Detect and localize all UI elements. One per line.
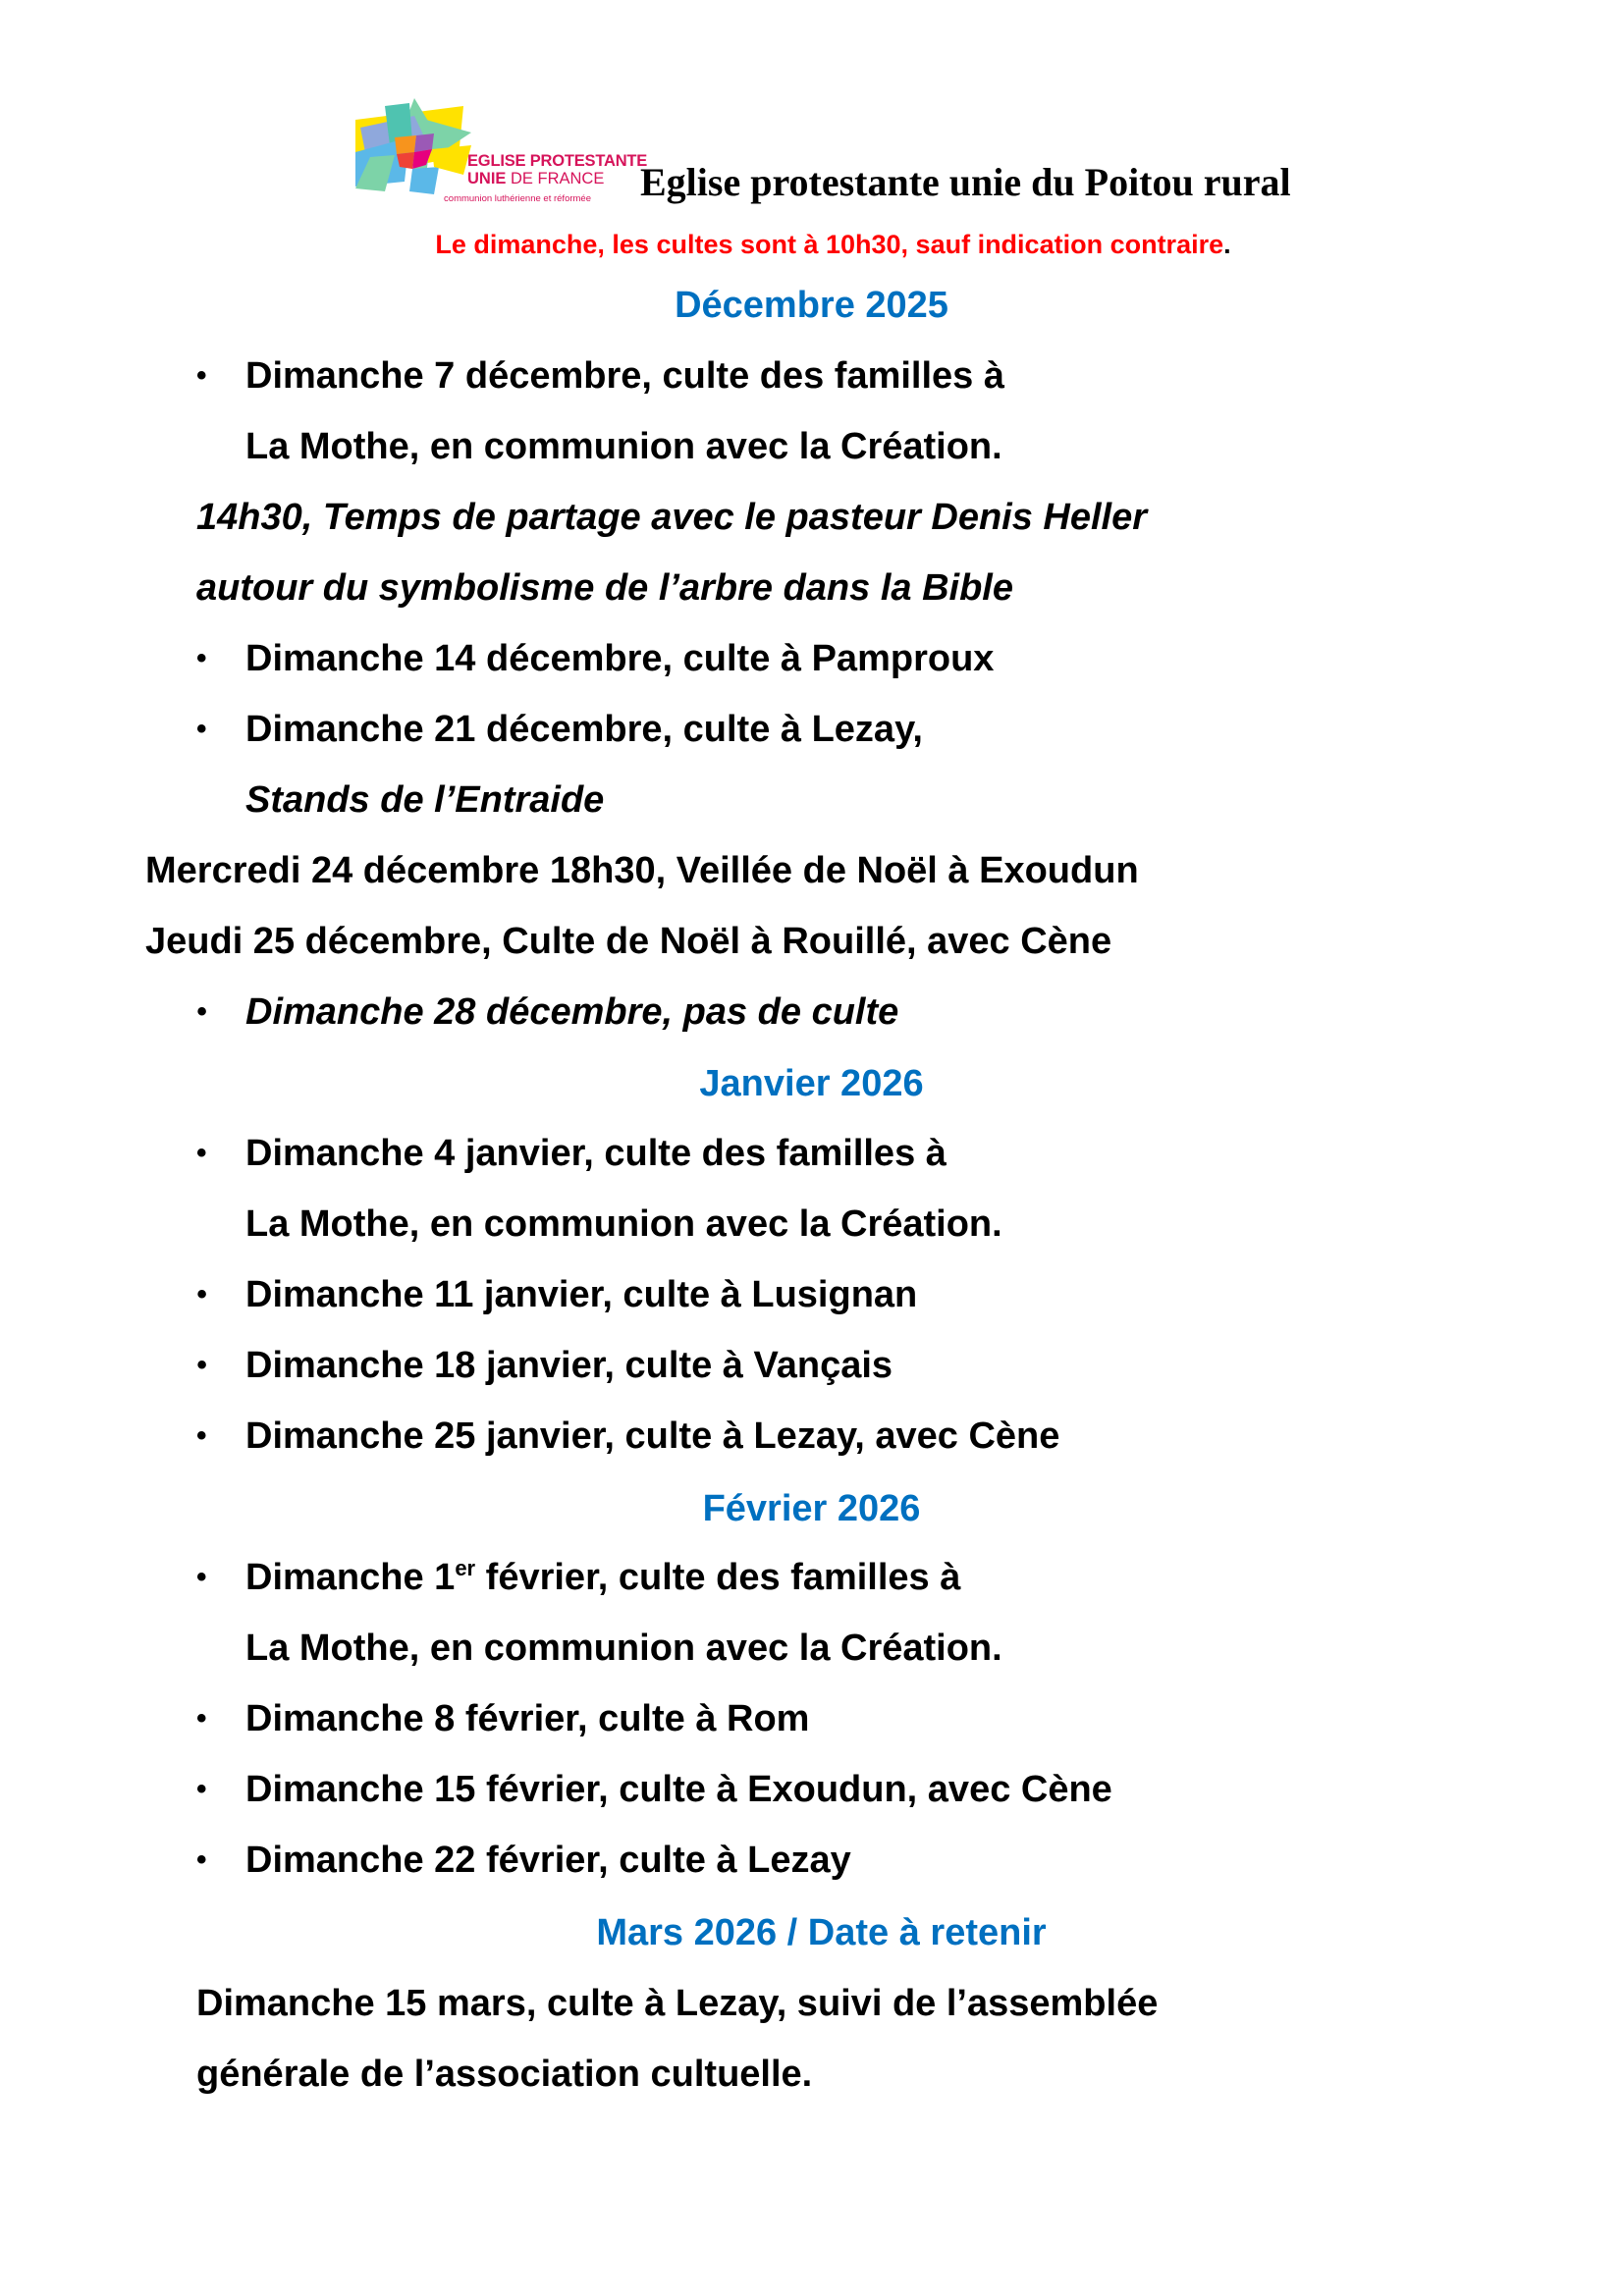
schedule-note: 14h30, Temps de partage avec le pasteur Denis Heller (196, 497, 1148, 538)
schedule-line: Dimanche 22 février, culte à Lezay (245, 1840, 851, 1881)
logo-wordmark (444, 152, 648, 204)
bullet-icon: • (196, 359, 207, 392)
schedule-note: autour du symbolisme de l’arbre dans la Bible (196, 567, 1013, 609)
logo-line-1: EGLISE PROTESTANTE (467, 152, 648, 170)
service-time-notice: Le dimanche, les cultes sont à 10h30, sauf indication contraire. (435, 230, 1231, 259)
bullet-icon: • (196, 1561, 207, 1593)
month-heading-december: Décembre 2025 (675, 285, 948, 326)
schedule-line: La Mothe, en communion avec la Création. (245, 1628, 1002, 1669)
schedule-note: Stands de l’Entraide (245, 779, 605, 821)
month-heading-march: Mars 2026 / Date à retenir (596, 1912, 1047, 1953)
bullet-icon: • (196, 1773, 207, 1805)
bullet-icon: • (196, 713, 207, 745)
schedule-line: Dimanche 4 janvier, culte des familles à (245, 1133, 947, 1174)
schedule-line: Dimanche 8 février, culte à Rom (245, 1698, 810, 1739)
schedule-line: Dimanche 15 février, culte à Exoudun, avec Cène (245, 1769, 1112, 1810)
bullet-icon: • (196, 1349, 207, 1381)
bullet-icon: • (196, 1137, 207, 1169)
page-title: Eglise protestante unie du Poitou rural (640, 160, 1291, 204)
schedule-line: générale de l’association cultuelle. (196, 2054, 813, 2095)
bullet-icon: • (196, 1419, 207, 1452)
epudf-logo (355, 98, 648, 206)
schedule-line: Jeudi 25 décembre, Culte de Noël à Rouillé, avec Cène (145, 921, 1112, 962)
schedule-line: Dimanche 21 décembre, culte à Lezay, (245, 709, 923, 750)
schedule-line: Dimanche 28 décembre, pas de culte (245, 991, 899, 1033)
schedule-line: Dimanche 25 janvier, culte à Lezay, avec Cène (245, 1415, 1060, 1457)
bullet-icon: • (196, 642, 207, 674)
bullet-icon: • (196, 1278, 207, 1310)
bullet-icon: • (196, 1702, 207, 1735)
schedule-line: Dimanche 14 décembre, culte à Pamproux (245, 638, 995, 679)
month-heading-february: Février 2026 (702, 1488, 921, 1529)
bullet-icon: • (196, 995, 207, 1028)
bullet-icon: • (196, 1843, 207, 1876)
logo-tagline: communion luthérienne et réformée (444, 193, 591, 204)
schedule-line: La Mothe, en communion avec la Création. (245, 1203, 1002, 1245)
logo-line-2: UNIE DE FRANCE (467, 169, 605, 187)
schedule-line: Dimanche 1er février, culte des familles à (245, 1556, 961, 1598)
schedule-line: La Mothe, en communion avec la Création. (245, 426, 1002, 467)
schedule-line: Mercredi 24 décembre 18h30, Veillée de Noël à Exoudun (145, 850, 1139, 891)
month-heading-january: Janvier 2026 (699, 1063, 924, 1104)
schedule-line: Dimanche 18 janvier, culte à Vançais (245, 1345, 893, 1386)
schedule-line: Dimanche 15 mars, culte à Lezay, suivi de l’assemblée (196, 1983, 1159, 2024)
schedule-line: Dimanche 7 décembre, culte des familles à (245, 355, 1005, 397)
schedule-line: Dimanche 11 janvier, culte à Lusignan (245, 1274, 918, 1315)
logo-star-icon (355, 98, 473, 196)
